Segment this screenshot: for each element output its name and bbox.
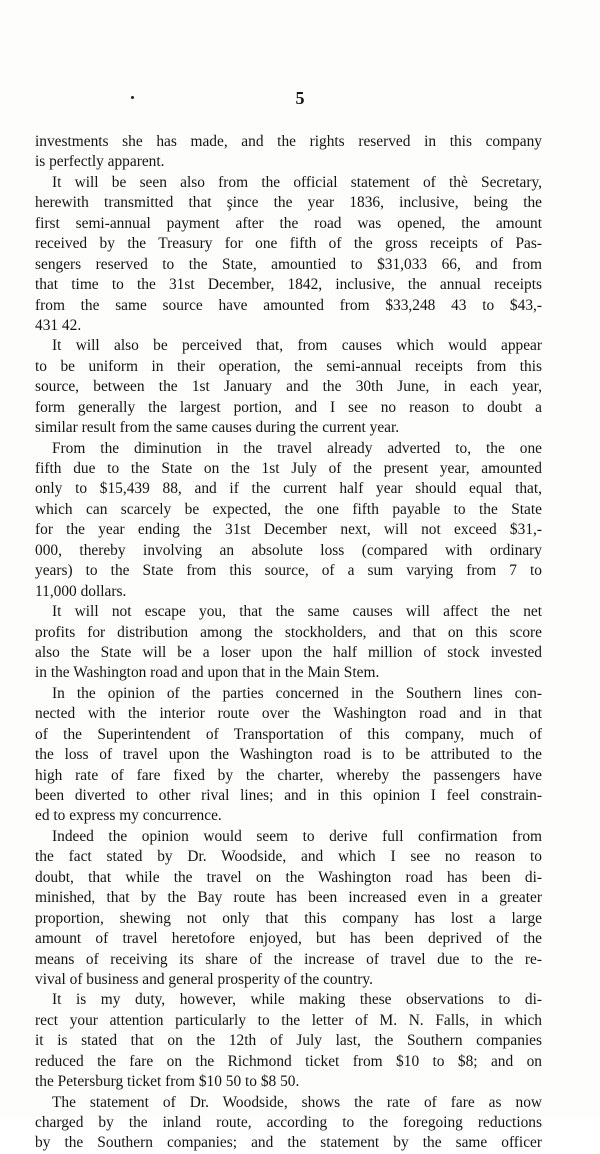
text-line: to be uniform in their operation, the semi-annual receipts from this — [35, 357, 542, 375]
text-line: It will not escape you, that the same causes will affect the net — [52, 603, 542, 621]
text-line: in the Washington road and upon that in the Main Stem. — [35, 664, 380, 682]
text-line: It will be seen also from the official statement of thè Secretary, — [52, 173, 542, 191]
text-line: In the opinion of the parties concerned in the Southern lines con- — [52, 684, 542, 702]
text-line: vival of business and general prosperity of the country. — [35, 970, 373, 988]
text-line: The statement of Dr. Woodside, shows the rate of fare as now — [52, 1093, 542, 1111]
text-line: reduced the fare on the Richmond ticket from $10 to $8; and on — [35, 1052, 542, 1070]
text-line: first semi-annual payment after the road was opened, the amount — [35, 214, 542, 232]
text-line: which can scarcely be expected, the one fifth payable to the State — [35, 500, 542, 518]
text-line: also the State will be a loser upon the half million of stock invested — [35, 643, 542, 661]
text-line: rect your attention particularly to the letter of M. N. Falls, in which — [35, 1011, 542, 1029]
text-line: of the Superintendent of Transportation of this company, much of — [35, 725, 542, 743]
text-line: herewith transmitted that şince the year 1836, inclusive, being the — [35, 194, 542, 212]
body-text — [35, 132, 542, 1154]
text-line: fifth due to the State on the 1st July of the present year, amounted — [35, 460, 542, 477]
text-line: 431 42. — [35, 316, 82, 334]
text-line: the fact stated by Dr. Woodside, and which I see no reason to — [35, 848, 542, 866]
text-line: the loss of travel upon the Washington road is to be attributed to the — [35, 746, 542, 764]
text-line: investments she has made, and the rights reserved in this company — [35, 133, 542, 150]
text-line: proportion, shewing not only that this company has lost a large — [35, 909, 542, 927]
text-line: It is my duty, however, while making these observations to di- — [52, 991, 542, 1009]
text-line: doubt, that while the travel on the Washington road has been di- — [35, 868, 542, 886]
text-line: it is stated that on the 12th of July last, the Southern companies — [35, 1032, 542, 1050]
text-line: from the same source have amounted from $33,248 43 to $43,- — [35, 296, 542, 314]
text-line: only to $15,439 88, and if the current half year should equal that, — [35, 480, 542, 498]
text-line: 11,000 dollars. — [35, 582, 127, 600]
text-line: profits for distribution among the stockholders, and that on this score — [35, 623, 542, 641]
text-line: form generally the largest portion, and I see no reason to doubt a — [35, 398, 542, 416]
text-line: It will also be perceived that, from causes which would appear — [52, 337, 542, 355]
text-line: charged by the inland route, according to the foregoing reductions — [35, 1114, 542, 1131]
text-line: minished, that by the Bay route has been increased even in a greater — [35, 889, 542, 907]
text-line: amount of travel heretofore enjoyed, but has been deprived of the — [35, 930, 542, 948]
text-line: is perfectly apparent. — [35, 153, 165, 171]
text-line: nected with the interior route over the Washington road and in that — [35, 705, 542, 723]
text-line: From the diminution in the travel already adverted to, the one — [52, 439, 542, 457]
text-line: for the year ending the 31st December next, will not exceed $31,- — [35, 521, 542, 539]
text-line: sengers reserved to the State, amountied to $31,033 66, and from — [35, 255, 542, 273]
page-number: 5 — [295, 88, 305, 108]
text-line: 000, thereby involving an absolute loss (compared with ordinary — [35, 541, 542, 559]
text-line: high rate of fare fixed by the charter, whereby the passengers have — [35, 766, 542, 784]
text-line: been diverted to other rival lines; and in this opinion I feel constrain- — [35, 787, 542, 804]
text-line: source, between the 1st January and the 30th June, in each year, — [35, 378, 542, 396]
text-line: Indeed the opinion would seem to derive full confirmation from — [52, 827, 542, 845]
text-line: that time to the 31st December, 1842, inclusive, the annual receipts — [35, 276, 542, 294]
text-line: the Petersburg ticket from $10 50 to $8 50. — [35, 1073, 300, 1091]
text-line: received by the Treasury for one fifth of the gross receipts of Pas- — [35, 235, 542, 253]
text-line: years) to the State from this source, of a sum varying from 7 to — [35, 562, 542, 580]
text-line: similar result from the same causes during the current year. — [35, 419, 400, 437]
text-line: ed to express my concurrence. — [35, 807, 222, 825]
text-line: means of receiving its share of the increase of travel due to the re- — [35, 950, 542, 968]
text-line: by the Southern companies; and the statement by the same officer — [35, 1134, 542, 1152]
